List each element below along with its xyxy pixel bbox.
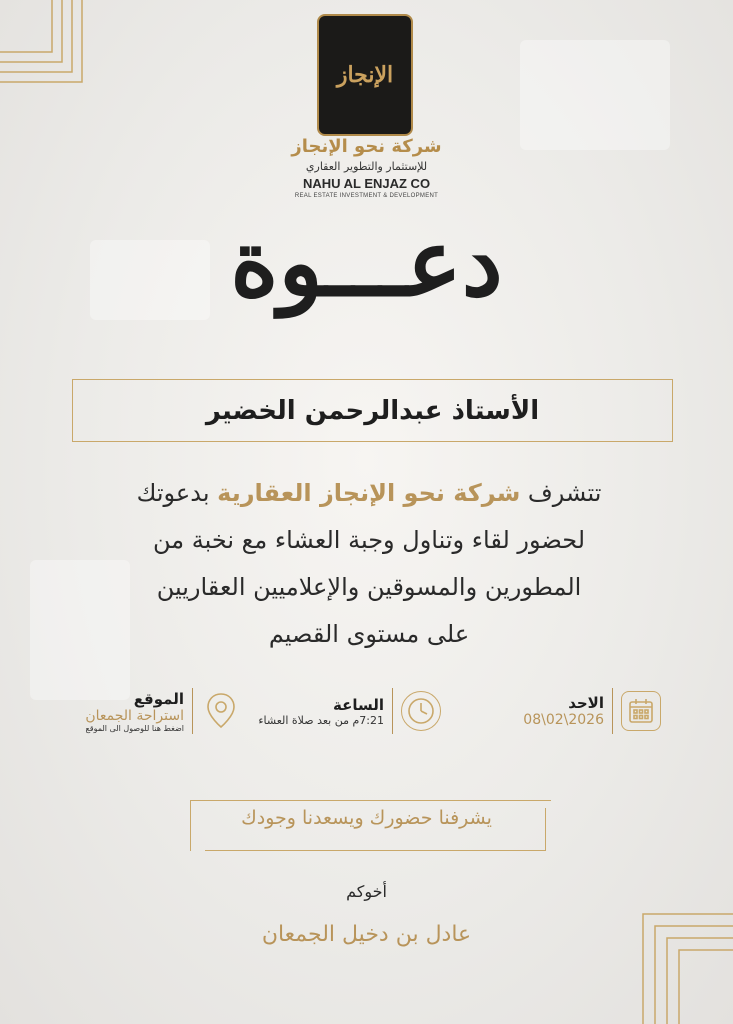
location-value[interactable]: استراحة الجمعان [85, 707, 184, 724]
signature-name: عادل بن دخيل الجمعان [261, 922, 472, 947]
location-label: الموقع [133, 689, 184, 708]
calendar-icon [621, 691, 661, 731]
date-value: 08\02\2026 [523, 712, 604, 728]
closing-message: يشرفنا حضورك ويسعدنا وجودك [241, 807, 492, 829]
date-text [523, 694, 604, 728]
background-shape [520, 40, 670, 150]
body-line-1 [60, 470, 678, 517]
company-name-english: NAHU AL ENJAZ CO [302, 176, 431, 191]
company-highlight: شركة نحو الإنجاز العقارية [217, 479, 521, 507]
guest-name: الأستاذ عبدالرحمن الخضير [205, 395, 540, 426]
time-value: 7:21م من بعد صلاة العشاء [258, 713, 384, 727]
location-link-note[interactable]: اضغط هنا للوصول الى الموقع [85, 723, 184, 733]
corner-ornament-top-left [0, 0, 95, 95]
company-name-arabic: شركة نحو الإنجاز [291, 136, 442, 157]
divider [392, 688, 393, 734]
divider [192, 688, 193, 734]
body-line-2: لحضور لقاء وتناول وجبة العشاء مع نخبة من [152, 526, 586, 554]
body-line-4: على مستوى القصيم [268, 620, 470, 648]
time-info [258, 688, 441, 734]
company-tagline-english: REAL ESTATE INVESTMENT & DEVELOPMENT [294, 193, 439, 199]
logo-glyph: الإنجاز [336, 62, 394, 88]
invitation-title: دعـــوة [230, 209, 503, 317]
clock-icon [401, 691, 441, 731]
map-pin-icon [201, 691, 241, 731]
divider [612, 688, 613, 734]
company-logo [317, 14, 413, 136]
location-text[interactable] [85, 690, 184, 733]
time-label: الساعة [332, 695, 384, 714]
time-text [258, 696, 384, 727]
body-text: بدعوتك [136, 479, 218, 507]
signature-label: أخوكم [346, 882, 387, 901]
invitation-body [60, 470, 678, 658]
company-tagline-arabic: للإستثمار والتطوير العقاري [305, 160, 428, 173]
body-line-3: المطورين والمسوقين والإعلاميين العقاريين [156, 573, 582, 601]
body-text: تتشرف [520, 479, 602, 507]
location-info[interactable] [85, 688, 241, 734]
date-info [523, 688, 661, 734]
day-label: الاحد [568, 694, 604, 712]
guest-name-box [72, 379, 673, 442]
